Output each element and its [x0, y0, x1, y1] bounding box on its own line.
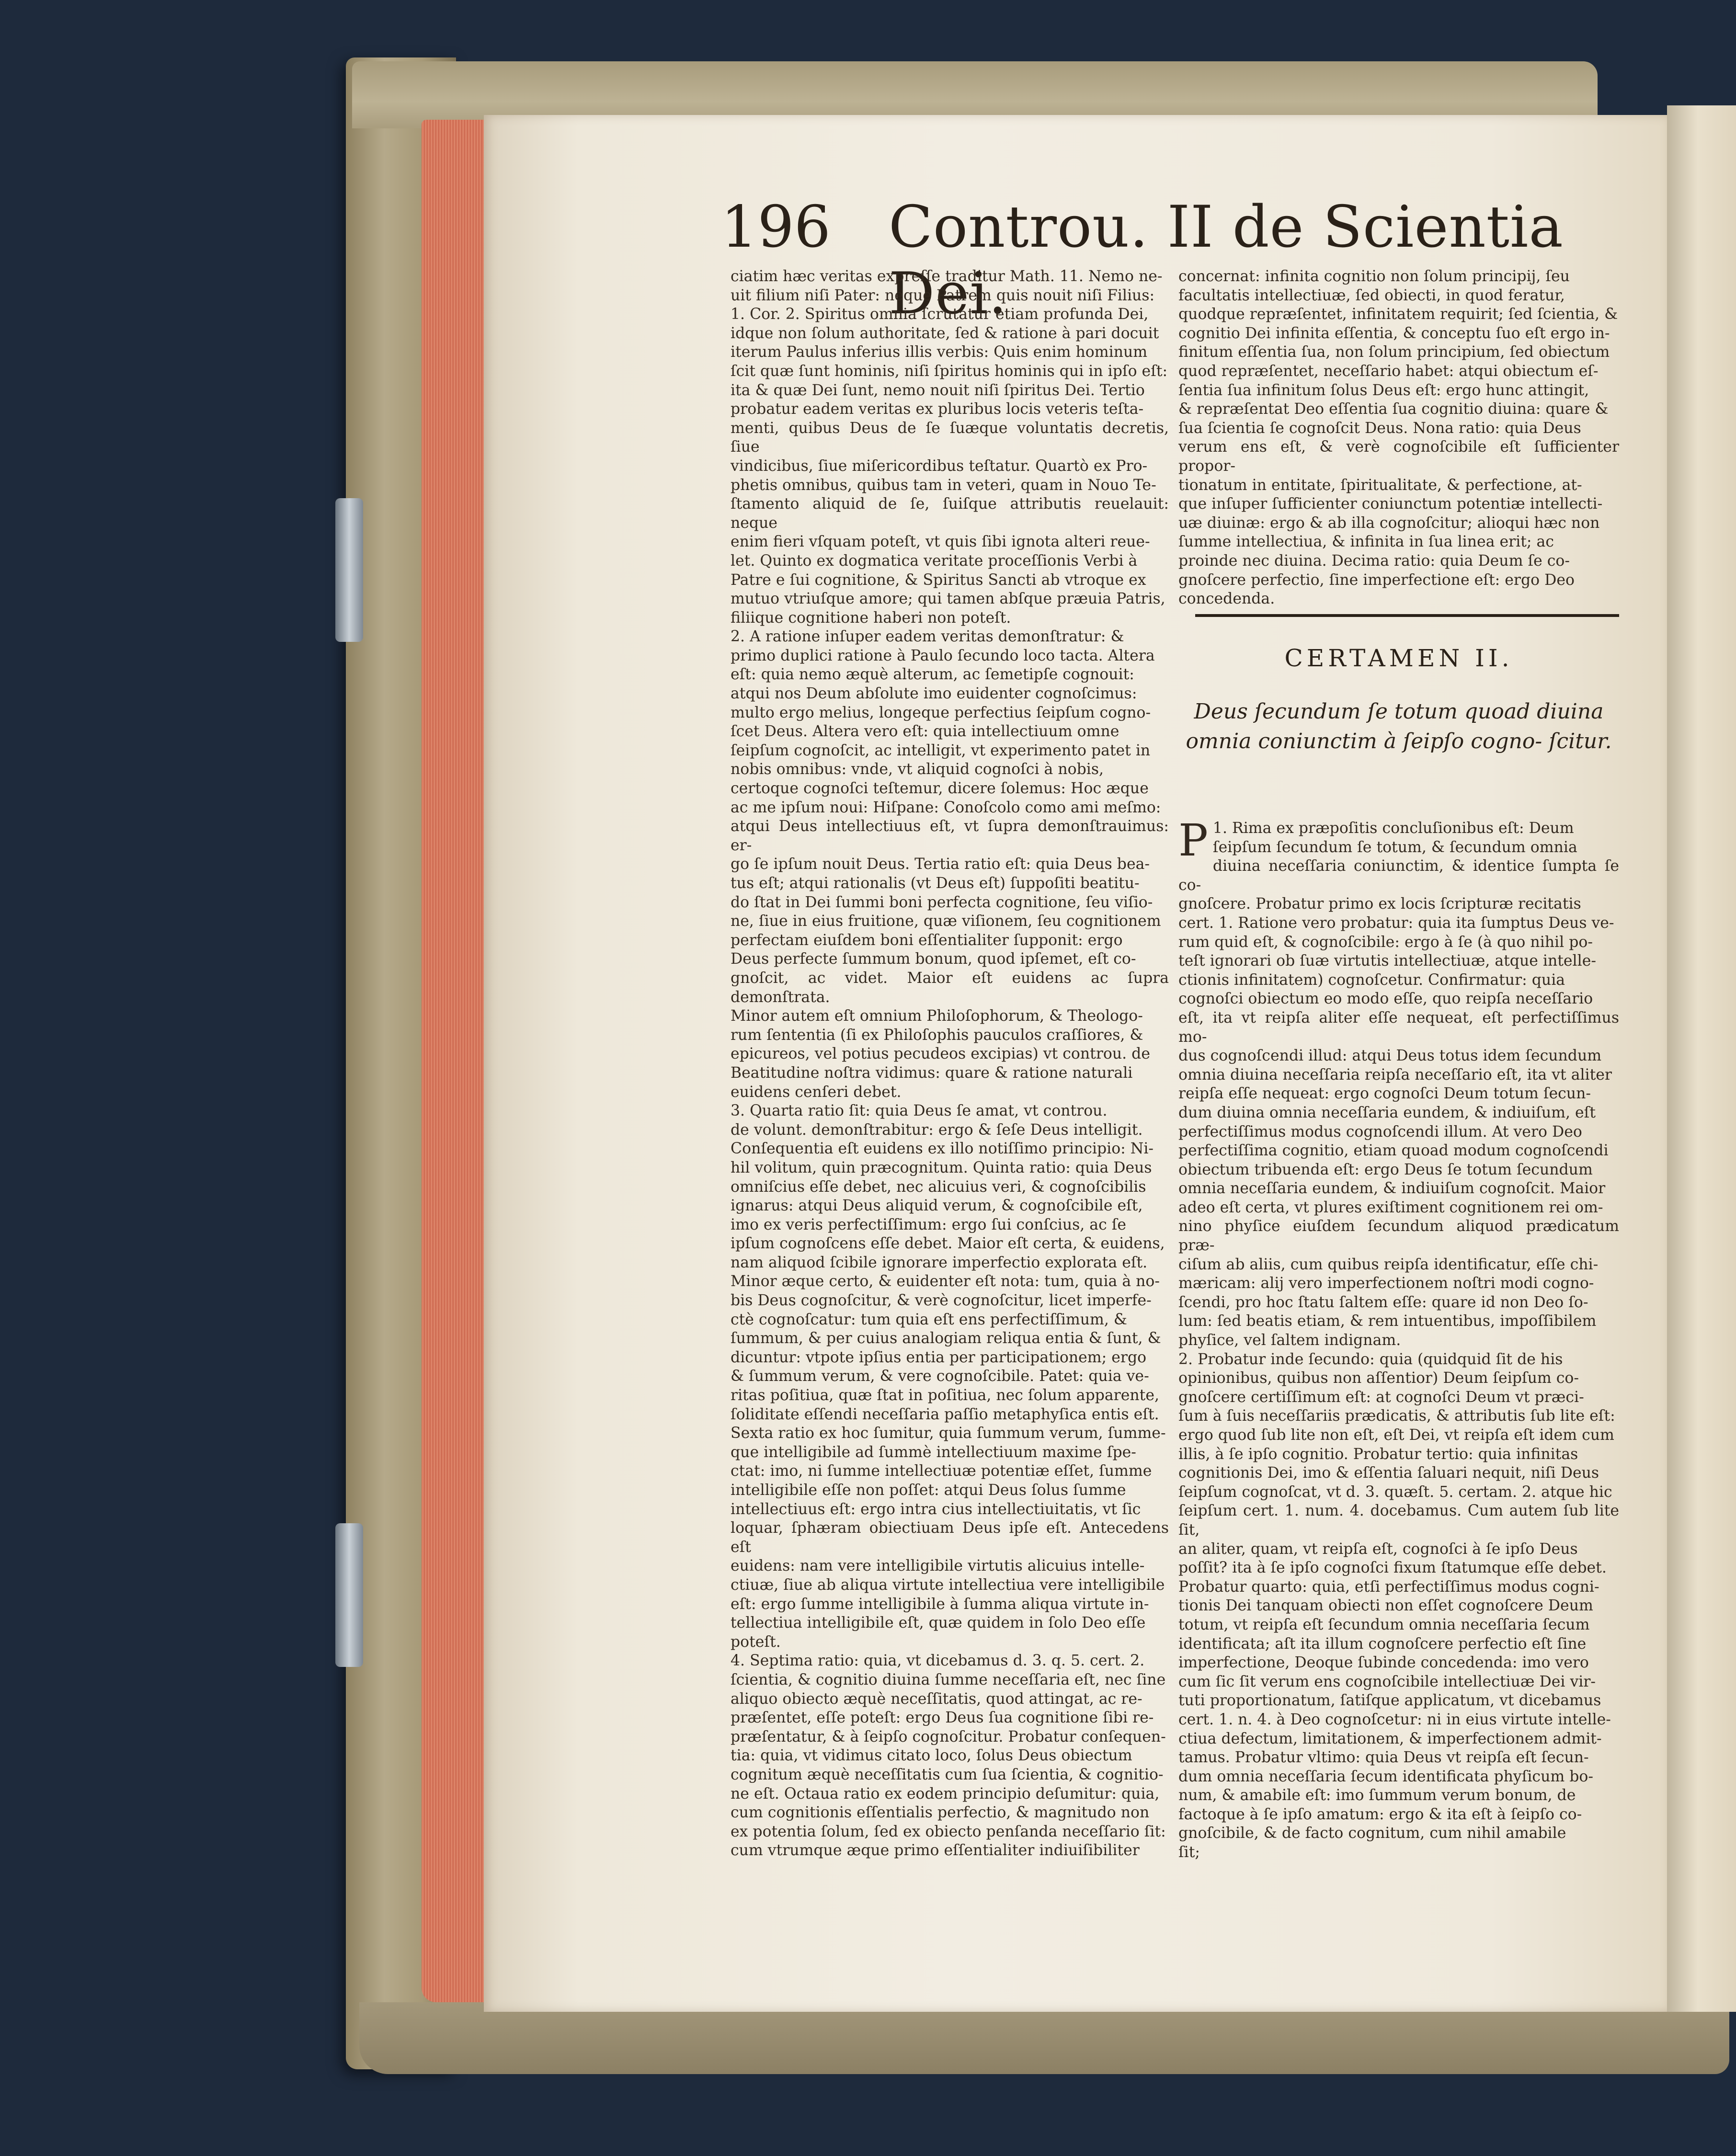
text-line: quodque repræſentet, infinitatem requirit; ſed ſcientia, &: [1178, 306, 1618, 323]
text-line: ciatim hæc veritas expreſſe traditur Math. 11. Nemo ne-: [731, 268, 1163, 285]
text-line: ſcet Deus. Altera vero eſt: quia intellectiuum omne: [731, 723, 1119, 741]
text-line: gnoſcere. Probatur primo ex locis ſcripturæ recitatis: [1178, 895, 1581, 913]
text-line: ctiua defectum, limitationem, & imperfectionem admit-: [1178, 1730, 1602, 1747]
text-line: ſcientia, & cognitio diuina ſumme neceſſaria eſt, nec ſine: [731, 1671, 1166, 1688]
text-line: cum cognitionis eſſentialis perfectio, & magnitudo non: [731, 1804, 1150, 1822]
text-line: tionis Dei tanquam obiecti non eſſet cognoſcere Deum: [1178, 1597, 1593, 1615]
text-line: ſeipſum cognoſcat, vt d. 3. quæſt. 5. certam. 2. atque hic: [1178, 1483, 1612, 1501]
text-line: teſt ignorari ob ſuæ virtutis intellectiuæ, atque intelle-: [1178, 952, 1596, 970]
text-line: ergo quod ſub lite non eſt, eſt Dei, vt reipſa eſt idem cum: [1178, 1426, 1614, 1444]
text-line: ctionis infinitatem) cognoſcetur. Confirmatur: quia: [1178, 971, 1565, 989]
text-line: cognitionis Dei, imo & eſſentia ſaluari nequit, niſi Deus: [1178, 1464, 1599, 1482]
book-binding-bottom: [359, 2002, 1729, 2074]
text-line: 2. Probatur inde ſecundo: quia (quidquid ſit de his: [1178, 1350, 1563, 1368]
text-line: de volunt. demonſtrabitur: ergo & ſeſe Deus intelligit.: [731, 1121, 1143, 1139]
text-line: identificata; aſt ita illum cognoſcere perfectio eſt ſine: [1178, 1635, 1587, 1653]
text-line: eſt: ergo ſumme intelligibile à ſumma aliqua virtute in-: [731, 1595, 1149, 1613]
text-line: nam aliquod ſcibile ignorare imperfectio explorata eſt.: [731, 1254, 1148, 1271]
text-line: 1. Cor. 2. Spiritus omnia ſcrutatur etiam profunda Dei,: [731, 306, 1149, 323]
text-line: phyſice, vel ſaltem indignam.: [1178, 1332, 1401, 1349]
text-line: go ſe ipſum nouit Deus. Tertia ratio eſt: quia Deus bea-: [731, 856, 1150, 873]
text-line: uit filium niſi Pater: neque Patrem quis nouit niſi Filius:: [731, 286, 1155, 304]
text-line: ritas poſitiua, quæ ſtat in poſitiua, nec ſolum apparente,: [731, 1387, 1159, 1404]
text-line: filiique cognitione haberi non poteſt.: [731, 609, 1011, 627]
clasp-icon: [335, 1523, 363, 1667]
text-line: Sexta ratio ex hoc ſumitur, quia ſummum verum, ſumme-: [731, 1425, 1166, 1442]
text-line: gnoſcere perfectio, ſine imperfectione eſt: ergo Deo: [1178, 571, 1575, 589]
text-line: ctè cognoſcatur: tum quia eſt ens perfectiſſimum, &: [731, 1311, 1127, 1328]
text-line: reipſa eſſe nequeat: ergo cognoſci Deum totum ſecun-: [1178, 1085, 1591, 1103]
text-line: totum, vt reipſa eſt ſecundum omnia neceſſaria ſecum: [1178, 1616, 1590, 1633]
text-line: tia: quia, vt vidimus citato loco, ſolus Deus obiectum: [731, 1747, 1132, 1765]
text-line: multo ergo melius, longeque perfectius ſeipſum cogno-: [731, 704, 1151, 721]
text-line: ex potentia ſolum, ſed ex obiecto penſanda neceſſario ſit:: [731, 1823, 1166, 1840]
text-line: rum quid eſt, & cognoſcibile: ergo à ſe (à quo nihil po-: [1178, 933, 1593, 951]
text-line: ne eſt. Octaua ratio ex eodem principio deſumitur: quia,: [731, 1785, 1160, 1802]
text-line: lum: ſed beatis etiam, & rem intuentibus, impoſſibilem: [1178, 1312, 1597, 1330]
text-line: an aliter, quam, vt reipſa eſt, cognoſci à ſe ipſo Deus: [1178, 1540, 1578, 1558]
text-line: mutuo vtriuſque amore; qui tamen abſque præuia Patris,: [731, 590, 1165, 608]
text-line: let. Quinto ex dogmatica veritate proceſſionis Verbi à: [731, 552, 1138, 570]
text-line: ſoliditate eſſendi neceſſaria paſſio metaphyſica entis eſt.: [731, 1405, 1159, 1423]
text-line: ciſum ab aliis, cum quibus reipſa identificatur, eſſe chi-: [1178, 1255, 1599, 1273]
text-line: poſſit? ita à ſe ipſo cognoſci fixum ſtatumque eſſe debet.: [1178, 1559, 1607, 1577]
text-line: Deus perfecte ſummum bonum, quod ipſemet, eſt co-: [731, 950, 1136, 968]
text-line: ſeipſum cognoſcit, ac intelligit, vt experimento patet in: [731, 741, 1151, 759]
left-column: [731, 267, 1169, 1860]
text-line: obiectum tribuenda eſt: ergo Deus ſe totum ſecundum: [1178, 1161, 1593, 1178]
text-line: ſtamento aliquid de ſe, ſuiſque attributis reuelauit: neque: [731, 495, 1169, 532]
text-line: ſit;: [1178, 1844, 1200, 1861]
text-line: 4. Septima ratio: quia, vt dicebamus d. 3. q. 5. cert. 2.: [731, 1652, 1145, 1670]
text-line: cert. 1. Ratione vero probatur: quia ita ſumptus Deus ve-: [1178, 914, 1614, 932]
text-line: hil volitum, quin præcognitum. Quinta ratio: quia Deus: [731, 1159, 1152, 1176]
text-line: finitum eſſentia ſua, non ſolum principium, ſed obiectum: [1178, 343, 1610, 361]
text-line: num, & amabile eſt: imo ſummum verum bonum, de: [1178, 1787, 1576, 1804]
text-line: gnoſcit, ac videt. Maior eſt euidens ac ſupra demonſtrata.: [731, 969, 1169, 1006]
page-edges: [422, 120, 493, 2002]
text-line: dicuntur: vtpote ipſius entia per participationem; ergo: [731, 1348, 1147, 1366]
text-line: adeo eſt certa, vt plures exiſtiment cognitionem rei om-: [1178, 1198, 1603, 1216]
text-line: illis, à ſe ipſo cognitio. Probatur tertio: quia infinitas: [1178, 1445, 1578, 1463]
lower-lines: [1178, 838, 1619, 1862]
text-line: ſeipſum ſecundum ſe totum, & ſecundum omnia: [1212, 838, 1577, 856]
text-line: dus cognoſcendi illud: atqui Deus totus idem ſecundum: [1178, 1047, 1602, 1065]
text-line: uæ diuinæ: ergo & ab illa cognoſcitur; alioqui hæc non: [1178, 514, 1600, 532]
text-line: eſt: quia nemo æquè alterum, ac ſemetipſe cognouit:: [731, 666, 1134, 684]
text-line: 2. A ratione inſuper eadem veritas demonſtratur: &: [731, 628, 1124, 646]
text-line: facultatis intellectiuæ, ſed obiecti, in quod feratur,: [1178, 286, 1565, 304]
text-line: bis Deus cognoſcitur, & verè cognoſcitur, licet imperfe-: [731, 1292, 1152, 1310]
text-line: dum omnia neceſſaria ſecum identificata phyſicum bo-: [1178, 1768, 1594, 1785]
text-line: cognitio Dei infinita eſſentia, & conceptu ſuo eſt ergo in-: [1178, 324, 1610, 342]
text-line: concernat: infinita cognitio non ſolum principij, ſeu: [1178, 268, 1570, 285]
text-line: cert. 1. n. 4. à Deo cognoſcetur: ni in eius virtute intelle-: [1178, 1711, 1611, 1728]
text-line: cum vtrumque æque primo eſſentialiter indiuiſibiliter: [731, 1842, 1140, 1859]
text-line: quod repræſentet, neceſſario habet: atqui obiectum eſ-: [1178, 362, 1599, 380]
text-line: tuti proportionatum, ſatiſque applicatum, vt dicebamus: [1178, 1692, 1601, 1710]
text-line: omnia diuina neceſſaria reipſa neceſſario eſt, ita vt aliter: [1178, 1066, 1612, 1084]
text-line: cum ſic ſit verum ens cognoſcibile intellectiuæ Dei vir-: [1178, 1673, 1596, 1690]
text-line: ctat: imo, ni ſumme intellectiuæ potentiæ eſſet, ſumme: [731, 1462, 1152, 1480]
text-line: loquar, ſphæram obiectiuam Deus ipſe eſt. Antecedens eſt: [731, 1519, 1169, 1556]
text-line: perfectiſſima cognitio, etiam quoad modum cognoſcendi: [1178, 1142, 1609, 1160]
text-line: intellectiuus eſt: ergo intra cius intellectiuitatis, vt ſic: [731, 1500, 1141, 1518]
text-line: probatur eadem veritas ex pluribus locis veteris teſta-: [731, 400, 1144, 418]
text-line: tamus. Probatur vltimo: quia Deus vt reipſa eſt ſecun-: [1178, 1749, 1589, 1767]
text-line: & repræſentat Deo eſſentia ſua cognitio diuina: quare &: [1178, 400, 1609, 418]
text-line: diuina neceſſaria coniunctim, & identice ſumpta ſe co-: [1178, 857, 1619, 894]
text-line: Patre e ſui cognitione, & Spiritus Sancti ab vtroque ex: [731, 571, 1146, 589]
text-line: concedenda.: [1178, 590, 1275, 608]
text-line: gnoſcere certiſſimum eſt: at cognoſci Deum vt præci-: [1178, 1388, 1584, 1406]
drop-cap: P: [1178, 815, 1208, 866]
text-line: Beatitudine noſtra vidimus: quare & ratione naturali: [731, 1064, 1133, 1082]
section-subtitle: Deus ſecundum ſe totum quoad diuina omnia coniunctim à ſeipſo cogno- ſcitur.: [1186, 699, 1612, 753]
text-line: tus eſt; atqui rationalis (vt Deus eſt) ſuppoſiti beatitu-: [731, 875, 1140, 892]
text-line: nobis omnibus: vnde, vt aliquid cognoſci à nobis,: [731, 761, 1104, 778]
text-line: primo duplici ratione à Paulo ſecundo loco tacta. Altera: [731, 647, 1155, 664]
text-line: enim fieri vſquam poteſt, vt quis ſibi ignota alteri reue-: [731, 533, 1150, 551]
text-line: rum ſententia (ſi ex Philoſophis pauculos craſſiores, &: [731, 1026, 1143, 1044]
text-line: ita & quæ Dei ſunt, nemo nouit niſi ſpiritus Dei. Tertio: [731, 381, 1145, 399]
text-line: Conſequentia eſt euidens ex illo notiſſimo principio: Ni-: [731, 1140, 1154, 1158]
text-line: dum diuina omnia neceſſaria eundem, & indiuiſum, eſt: [1178, 1104, 1596, 1121]
text-line: que inſuper ſufficienter coniunctum potentiæ intellecti-: [1178, 495, 1603, 513]
text-line: cognoſci obiectum eo modo eſſe, quo reipſa neceſſario: [1178, 990, 1593, 1008]
text-line: ſummum, & per cuius analogiam reliqua entia & ſunt, &: [731, 1330, 1161, 1347]
text-line: ſcit quæ ſunt hominis, niſi ſpiritus hominis qui in ipſo eſt:: [731, 362, 1168, 380]
text-line: intelligibile eſſe non poſſet: atqui Deus ſolus ſumme: [731, 1482, 1126, 1499]
text-line: menti, quibus Deus de ſe ſuæque voluntatis decretis, ſiue: [731, 419, 1169, 456]
text-line: que intelligibile ad ſummè intellectiuum maxime ſpe-: [731, 1443, 1136, 1461]
text-line: iterum Paulus inferius illis verbis: Quis enim hominum: [731, 343, 1148, 361]
text-line: præſentet, eſſe poteſt: ergo Deus ſua cognitione ſibi re-: [731, 1709, 1154, 1727]
text-line: atqui nos Deum abſolute imo euidenter cognoſcimus:: [731, 685, 1137, 703]
text-line: idque non ſolum authoritate, ſed & ratione à pari docuit: [731, 324, 1159, 342]
text-line: certoque cognoſci teſtemur, dicere ſolemus: Hoc æque: [731, 780, 1149, 798]
page-number: 196: [721, 194, 831, 261]
text-line: gnoſcibile, & de facto cognitum, cum nihil amabile: [1178, 1825, 1566, 1842]
right-column-upper: [1178, 267, 1619, 609]
text-line: poteſt.: [731, 1633, 781, 1651]
text-line: vindicibus, ſiue miſericordibus teſtatur. Quartò ex Pro-: [731, 457, 1148, 475]
section-rule: [1195, 614, 1619, 617]
first-line: 1. Rima ex præpoſitis concluſionibus eſt: Deum: [1212, 820, 1574, 837]
text-line: opinionibus, quibus non aſſentior) Deum ſeipſum co-: [1178, 1369, 1579, 1387]
text-line: Minor æque certo, & euidenter eſt nota: tum, quia à no-: [731, 1273, 1160, 1290]
text-line: factoque à ſe ipſo amatum: ergo & ita eſt à ſeipſo co-: [1178, 1805, 1582, 1823]
section-heading: CERTAMEN II.: [1284, 644, 1513, 672]
text-line: ſcendi, pro hoc ſtatu ſaltem eſſe: quare id non Deo ſo-: [1178, 1293, 1588, 1311]
text-line: imo ex veris perfectiſſimum: ergo ſui conſcius, ac ſe: [731, 1216, 1127, 1233]
text-line: euidens: nam vere intelligibile virtutis alicuius intelle-: [731, 1557, 1145, 1575]
text-line: præſentatur, & à ſeipſo cognoſcitur. Probatur conſequen-: [731, 1728, 1166, 1745]
text-line: ignarus: atqui Deus aliquid verum, & cognoſcibile eſt,: [731, 1197, 1143, 1215]
text-line: mæricam: alij vero imperfectionem noſtri modi cogno-: [1178, 1275, 1594, 1292]
text-line: ac me ipſum noui: Hiſpane: Conoſcolo como ami meſmo:: [731, 799, 1161, 816]
facing-page-edge: [1667, 105, 1736, 2012]
text-line: perfectiſſimus modus cognoſcendi illum. At vero Deo: [1178, 1123, 1582, 1141]
text-line: ſumme intellectiua, & infinita in ſua linea erit; ac: [1178, 533, 1554, 551]
running-head-title: Controu. II de Scientia Dei.: [889, 194, 1564, 327]
text-line: omnia neceſſaria eundem, & indiuiſum cognoſcit. Maior: [1178, 1180, 1606, 1198]
text-line: ctiuæ, ſiue ab aliqua virtute intellectiua vere intelligibile: [731, 1576, 1165, 1594]
text-line: phetis omnibus, quibus tam in veteri, quam in Nouo Te-: [731, 476, 1156, 494]
text-line: ſum à ſuis neceſſariis prædicatis, & attributis ſub lite eſt:: [1178, 1407, 1615, 1425]
text-line: verum ens eſt, & verè cognoſcibile eſt ſufficienter propor-: [1178, 438, 1619, 475]
text-line: atqui Deus intellectiuus eſt, vt ſupra demonſtrauimus: er-: [731, 818, 1169, 854]
text-line: Minor autem eſt omnium Philoſophorum, & Theologo-: [731, 1007, 1143, 1025]
text-line: 3. Quarta ratio ſit: quia Deus ſe amat, vt controu.: [731, 1102, 1108, 1120]
text-line: Probatur quarto: quia, etſi perfectiſſimus modus cogni-: [1178, 1578, 1599, 1596]
text-line: ſentia ſua infinitum ſolus Deus eſt: ergo hunc attingit,: [1178, 381, 1589, 399]
text-line: nino phyſice eiuſdem ſecundum aliquod prædicatum præ-: [1178, 1218, 1619, 1255]
text-line: proinde nec diuina. Decima ratio: quia Deum ſe co-: [1178, 552, 1570, 570]
text-line: eſt, ita vt reipſa aliter eſſe nequeat, eſt perfectiſſimus mo-: [1178, 1009, 1619, 1046]
text-line: aliquo obiecto æquè neceſſitatis, quod attingat, ac re-: [731, 1690, 1142, 1708]
text-line: ipſum cognoſcens eſſe debet. Maior eſt certa, & euidens,: [731, 1235, 1165, 1253]
clasp-icon: [335, 498, 363, 642]
text-line: epicureos, vel potius pecudeos excipias) vt controu. de: [731, 1045, 1150, 1063]
text-line: ne, ſiue in eius fruitione, quæ viſionem, ſeu cognitionem: [731, 913, 1161, 930]
text-line: ſeipſum cert. 1. num. 4. docebamus. Cum autem ſub lite ſit,: [1178, 1502, 1619, 1539]
text-line: perfectam eiuſdem boni eſſentialiter ſupponit: ergo: [731, 931, 1123, 949]
text-line: omniſcius eſſe debet, nec alicuius veri, & cognoſcibilis: [731, 1178, 1146, 1196]
text-line: do ſtat in Dei ſummi boni perfecta cognitione, ſeu viſio-: [731, 893, 1153, 911]
text-line: ſua ſcientia ſe cognoſcit Deus. Nona ratio: quia Deus: [1178, 419, 1581, 437]
text-line: cognitum æquè neceſſitatis cum ſua ſcientia, & cognitio-: [731, 1766, 1164, 1783]
text-line: & ſummum verum, & vere cognoſcibile. Patet: quia ve-: [731, 1368, 1149, 1385]
text-line: tellectiua intelligibile eſt, quæ quidem in ſolo Deo eſſe: [731, 1614, 1146, 1632]
right-column-lower: [1178, 815, 1619, 1862]
text-line: tionatum in entitate, ſpiritualitate, & perfectione, at-: [1178, 476, 1582, 494]
text-line: imperfectione, Deoque ſubinde concedenda: imo vero: [1178, 1654, 1589, 1672]
text-line: euidens cenſeri debet.: [731, 1083, 902, 1101]
